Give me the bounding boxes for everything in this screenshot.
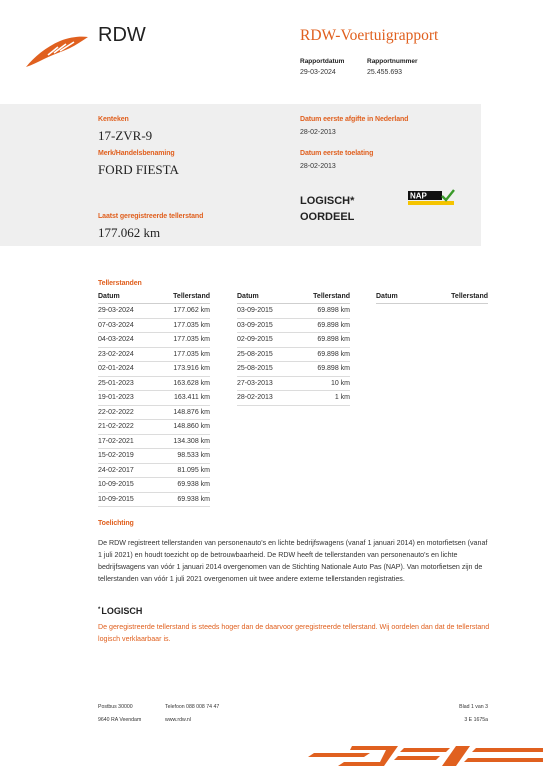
plate-value: 17-ZVR-9: [98, 128, 153, 143]
first-admission-label: Datum eerste toelating: [300, 150, 374, 157]
nap-logo-icon: [408, 189, 456, 207]
brand-name: RDW: [98, 24, 146, 46]
table-row: [237, 362, 350, 377]
first-nl-label: Datum eerste afgifte in Nederland: [300, 116, 409, 123]
reading-date: 02-01-2024: [98, 365, 134, 372]
odometer-value: 177.062 km: [98, 225, 161, 240]
table-row: [237, 304, 350, 319]
table-row: [98, 406, 210, 421]
reading-date: 23-02-2024: [98, 350, 134, 358]
reading-value: 98.533 km: [177, 452, 210, 459]
reading-date: 24-02-2017: [98, 466, 134, 474]
nap-logo-text: NAP: [410, 191, 427, 201]
table-row: [98, 304, 210, 319]
table-row: [237, 377, 350, 392]
reading-value: 163.628 km: [173, 379, 210, 387]
reading-value: 134.308 km: [173, 437, 210, 445]
footer-postbus: Postbus 30000: [98, 704, 133, 710]
table-row: [98, 362, 210, 377]
table-row: [98, 377, 210, 392]
first-admission-value: 28-02-2013: [300, 163, 336, 170]
reading-date: 07-03-2024: [98, 321, 134, 329]
report-number: 25.455.693: [367, 69, 403, 76]
reading-date: 25-01-2023: [98, 379, 134, 387]
reading-value: 148.860 km: [173, 423, 210, 430]
make-label: Merk/Handelsbenaming: [98, 150, 175, 157]
reading-value: 10 km: [330, 379, 350, 387]
reading-value: 177.035 km: [173, 336, 210, 343]
reading-date: 22-02-2022: [98, 408, 134, 416]
reading-date: 17-02-2021: [98, 437, 134, 445]
reading-date: 25-08-2015: [237, 365, 273, 372]
reading-value: 177.035 km: [173, 350, 210, 358]
reading-date: 27-03-2013: [237, 379, 273, 387]
reading-value: 69.938 km: [177, 481, 210, 488]
col2-value-header: Tellerstand: [313, 293, 350, 300]
reading-date: 03-09-2015: [237, 321, 273, 329]
reading-value: 69.938 km: [177, 495, 210, 503]
table-row: [237, 391, 350, 406]
reading-value: 163.411 km: [173, 394, 210, 401]
reading-date: 02-09-2015: [237, 336, 273, 343]
verdict: [300, 193, 354, 225]
reading-date: 21-02-2022: [98, 423, 134, 430]
vehicle-info-panel: [0, 104, 481, 246]
reading-date: 10-09-2015: [98, 481, 134, 488]
reading-date: 10-09-2015: [98, 495, 134, 503]
reading-date: 04-03-2024: [98, 336, 134, 343]
reading-value: 69.898 km: [317, 321, 350, 329]
logisch-heading: [98, 606, 142, 616]
logisch-star: *: [98, 607, 101, 613]
reading-value: 81.095 km: [177, 466, 210, 474]
footer-phone: Telefoon 088 008 74 47: [165, 704, 220, 710]
table-row: [98, 435, 210, 450]
table-row: [98, 464, 210, 479]
first-nl-value: 28-02-2013: [300, 129, 336, 136]
table-row: [237, 348, 350, 363]
decorative-stripes-icon: [300, 742, 543, 768]
reading-date: 25-08-2015: [237, 350, 273, 358]
reading-value: 177.062 km: [173, 307, 210, 314]
reading-value: 173.916 km: [173, 365, 210, 372]
reading-date: 29-03-2024: [98, 307, 134, 314]
explanation-title: Toelichting: [98, 520, 134, 527]
report-number-label: Rapportnummer: [367, 58, 418, 65]
report-date-label: Rapportdatum: [300, 58, 345, 65]
footer-code: 3 E 1675a: [464, 717, 488, 723]
reading-date: 28-02-2013: [237, 394, 273, 401]
table-row: [98, 391, 210, 406]
logisch-title: LOGISCH: [101, 606, 143, 616]
table-row: [98, 493, 210, 508]
table-row: [237, 319, 350, 334]
reading-value: 177.035 km: [173, 321, 210, 329]
report-date: 29-03-2024: [300, 69, 336, 76]
col1-value-header: Tellerstand: [173, 293, 210, 300]
report-title: RDW-Voertuigrapport: [300, 27, 439, 44]
reading-value: 148.876 km: [173, 408, 210, 416]
footer-web[interactable]: www.rdw.nl: [165, 717, 191, 723]
table-row: [237, 333, 350, 348]
col3-date-header: Datum: [376, 293, 398, 300]
table-row: [98, 319, 210, 334]
reading-value: 1 km: [334, 394, 350, 401]
reading-value: 69.898 km: [317, 365, 350, 372]
table-row: [98, 449, 210, 464]
row-divider: [98, 506, 210, 507]
table-row: [98, 478, 210, 493]
reading-date: 03-09-2015: [237, 307, 273, 314]
make-value: FORD FIESTA: [98, 162, 179, 177]
footer-city: 9640 RA Veendam: [98, 717, 142, 723]
footer-page: Blad 1 van 3: [459, 704, 488, 710]
col2-date-header: Datum: [237, 293, 259, 300]
reading-date: 19-01-2023: [98, 394, 134, 401]
table-row: [98, 348, 210, 363]
logisch-text: De geregistreerde tellerstand is steeds hoger dan de daarvoor geregistreerde tellerstand. Wij oordelen dan dat de tellerstand logisch verklaarbaar is.: [98, 623, 490, 643]
reading-value: 69.898 km: [317, 350, 350, 358]
verdict-line-2: OORDEEL: [300, 211, 355, 223]
row-divider: [237, 405, 350, 406]
reading-date: 15-02-2019: [98, 452, 134, 459]
table-row: [98, 333, 210, 348]
plate-label: Kenteken: [98, 116, 129, 123]
odometer-label: Laatst geregistreerde tellerstand: [98, 213, 204, 220]
col1-date-header: Datum: [98, 293, 120, 300]
reading-value: 69.898 km: [317, 307, 350, 314]
explanation-text: De RDW registreert tellerstanden van personenauto's en lichte bedrijfswagens (vanaf 1 januari 2014) en motorfietsen (vanaf 1 juli 2021) en houdt toezicht op de betrouwbaarheid. De RDW heeft de tellerstanden van personenauto's en lichte bedrijfswagens van vóór 1 januari 2014 overgenomen van de Stichting Nationale Auto Pas (NAP). Van motorfietsen zijn de tellerstanden van vóór 1 juli 2021 overgenomen uit twee andere externe tellerstanden registraties.: [98, 539, 488, 583]
readings-title: Tellerstanden: [98, 280, 142, 287]
reading-value: 69.898 km: [317, 336, 350, 343]
rdw-logo-icon: [24, 33, 90, 69]
col3-header-rule: [376, 303, 488, 304]
table-row: [98, 420, 210, 435]
verdict-line-1: LOGISCH*: [300, 195, 355, 207]
col3-value-header: Tellerstand: [451, 293, 488, 300]
